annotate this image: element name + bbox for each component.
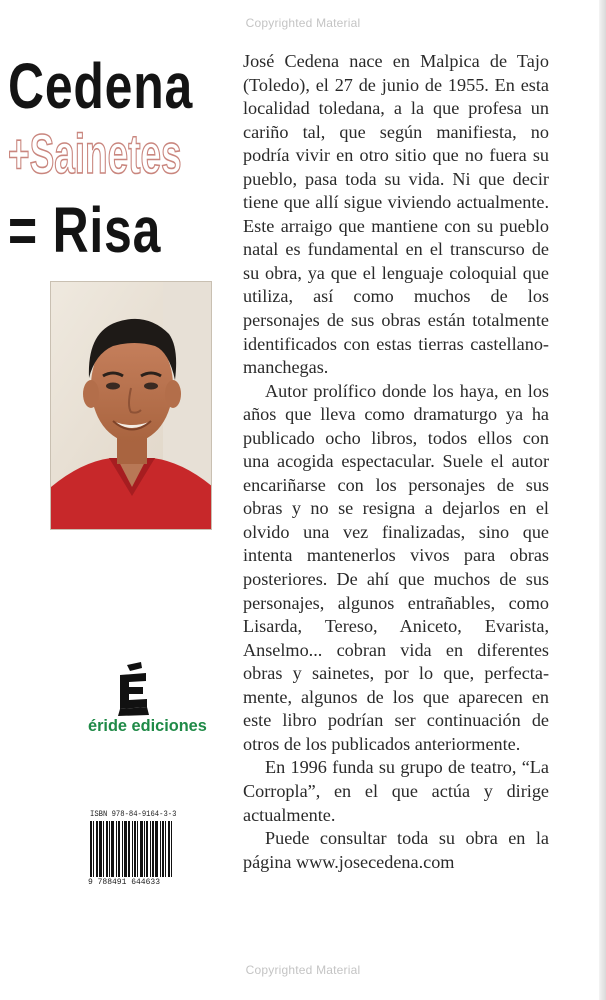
author-photo bbox=[50, 281, 212, 530]
bio-paragraph: En 1996 funda su grupo de teatro, “La Corropla”, en el que actúa y dirige actualmente. bbox=[243, 757, 549, 825]
bio-paragraph: Autor prolífico donde los haya, en los años que lleva como dramaturgo ya ha publicado ocho libros, todos ellos con una acogida espectacular. Suele el autor encariñarse con los personajes de sus obras y no se resigna a dejarlos en el olvido una vez finalizadas, sino que intenta mantenerlos vivos para obras posteriores. De ahí que muchos de sus personajes, algunos entrañables, como Lisarda, Tereso, Aniceto, Evarista, Anselmo... cobran vida en diferentes obras y sainetes, por lo que, perfectamente, algunos de los que aparecen en este libro podrían ser continuación de otros de los publicados anteriormente. bbox=[243, 380, 549, 754]
bio-paragraph: Puede consultar toda su obra en la página www.josecedena.com bbox=[243, 828, 549, 872]
title-line-risa: = Risa bbox=[8, 194, 162, 266]
bio-paragraph: José Cedena nace en Malpica de Tajo (Toledo), el 27 de junio de 1955. En esta localidad toledana, a la que profesa un cariño tal, que según manifiesta, no podría vivir en otro sitio que no fuera su pueblo, pasa toda su vida. Ni que decir tiene que allí sigue viviendo actualmente. Este arraigo que mantiene con su pueblo natal es fundamental en el transcurso de su obra, ya que el lenguaje coloquial que utiliza, así como muchos de los personajes de sus obras están totalmente identificados con estas tierras castellano-manchegas. bbox=[243, 51, 549, 378]
barcode bbox=[90, 821, 174, 877]
publisher-name: éride ediciones bbox=[88, 716, 207, 735]
title-line-sainetes: +Sainetes bbox=[8, 122, 182, 185]
author-portrait-illustration bbox=[51, 282, 212, 530]
copyright-watermark-top: Copyrighted Material bbox=[245, 16, 361, 30]
copyright-watermark-bottom: Copyrighted Material bbox=[245, 963, 361, 977]
isbn-text: ISBN 978-84-9164-3-3 bbox=[90, 810, 177, 819]
title-line-cedena: Cedena bbox=[8, 50, 194, 122]
page-edge bbox=[599, 0, 606, 1000]
author-biography bbox=[243, 50, 549, 874]
barcode-digits: 9 788491 644633 bbox=[88, 878, 161, 887]
eride-logo-icon bbox=[112, 661, 158, 717]
